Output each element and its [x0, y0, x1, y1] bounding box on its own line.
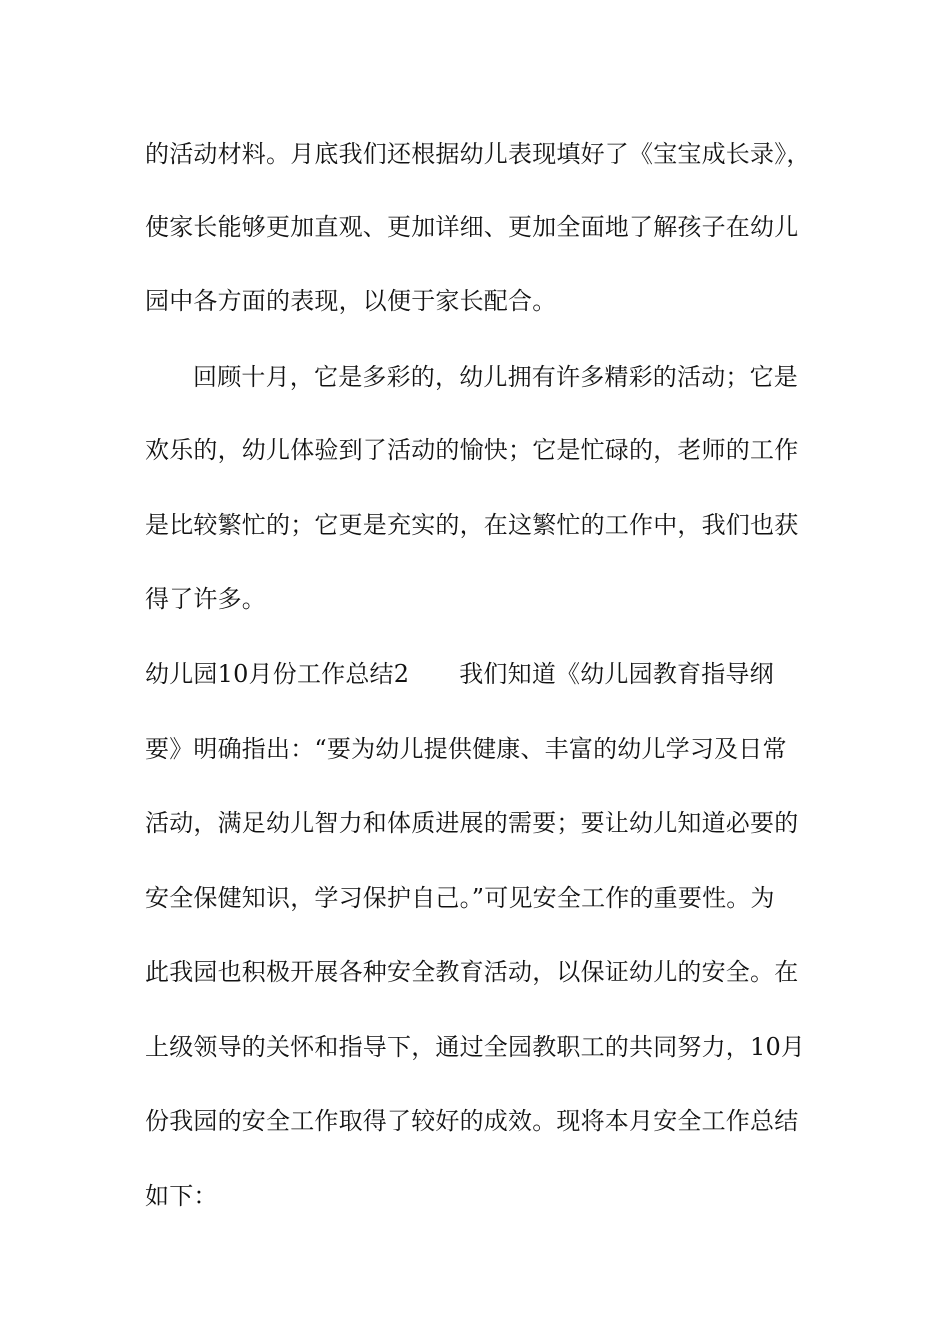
- text-line: 如下：: [145, 1182, 218, 1210]
- section-heading-line: [145, 658, 825, 690]
- text-line: 得了许多。: [145, 585, 266, 613]
- text-line: 园中各方面的表现，以便于家长配合。: [145, 287, 557, 315]
- text-line: 欢乐的，幼儿体验到了活动的愉快；它是忙碌的，老师的工作: [145, 436, 799, 464]
- text-line: 要》明确指出：“要为幼儿提供健康、丰富的幼儿学习及日常: [145, 735, 787, 763]
- text-line: 活动，满足幼儿智力和体质进展的需要；要让幼儿知道必要的: [145, 809, 799, 837]
- section-first-line: 我们知道《幼儿园教育指导纲: [459, 660, 774, 688]
- text-line: 此我园也积极开展各种安全教育活动，以保证幼儿的安全。在: [145, 958, 799, 986]
- text-line: 是比较繁忙的；它更是充实的，在这繁忙的工作中，我们也获: [145, 511, 799, 539]
- text-line: 上级领导的关怀和指导下，通过全园教职工的共同努力，10月: [145, 1033, 806, 1061]
- text-line: 安全保健知识，学习保护自己。”可见安全工作的重要性。为: [145, 884, 775, 912]
- text-line: 使家长能够更加直观、更加详细、更加全面地了解孩子在幼儿: [145, 213, 799, 241]
- text-line: 的活动材料。月底我们还根据幼儿表现填好了《宝宝成长录》，: [145, 140, 811, 168]
- paragraph-first-line: 回顾十月，它是多彩的，幼儿拥有许多精彩的活动；它是: [193, 363, 798, 391]
- section-title: 幼儿园10月份工作总结2: [145, 660, 410, 688]
- text-line: 份我园的安全工作取得了较好的成效。现将本月安全工作总结: [145, 1107, 799, 1135]
